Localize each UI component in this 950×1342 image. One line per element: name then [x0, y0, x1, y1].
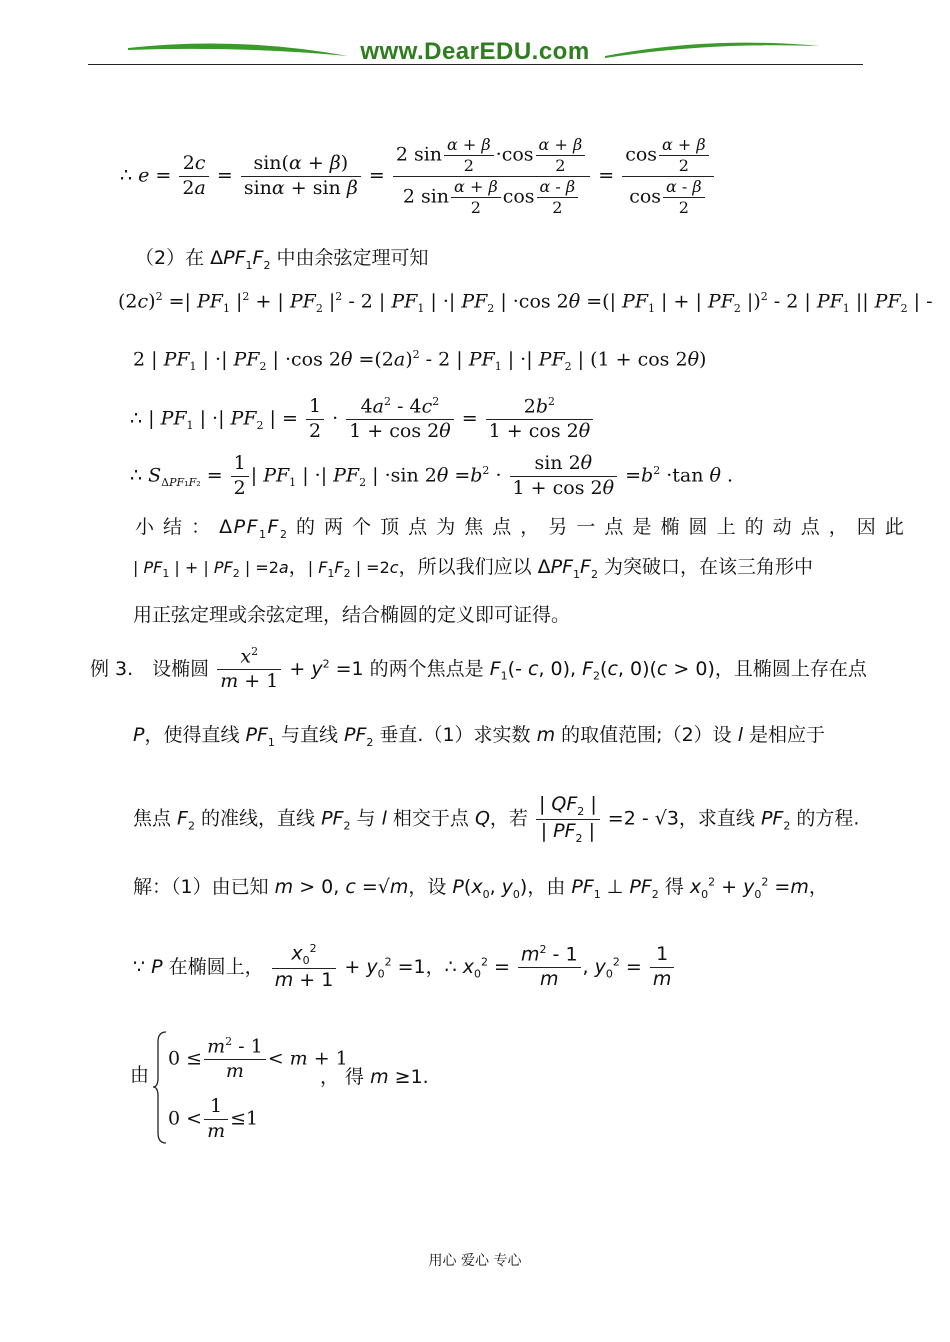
solution-line-3-label: 由 [130, 1064, 150, 1086]
header-logo[interactable]: www.DearEDU.com [360, 38, 590, 65]
equation-cosine-law-1: $(2c)^2$ =| $PF_1$ $|^2$ + | $PF_2$ $|^2 - 2$ | $PF_1$ | ·| $PF_2$ | ·cos 2θ =(| $PF_1$ | + | $PF_2$ |)$^2$ - 2 | $PF_1$ || $PF_2$ | - [118, 290, 933, 316]
solution-line-1: 解：（1）由已知 m > 0, c =√m，设 $P(x_0$, $y_0$)，由 $PF_1$ ⊥ $PF_2$ 得 $x_0^2 + y_0^2 =m$， [133, 875, 828, 901]
example-3-statement-2: P，使得直线 $PF_1$ 与直线 $PF_2$ 垂直.（1）求实数 m 的取值范围;（2）设 l 是相应于 [133, 724, 826, 749]
example-3-statement-1: 例 3. 设椭圆 $\frac{x^2}{m + 1}$ + $y^2 =1$ 的两个焦点是 $F_1(-$ c, 0), $F_2(c$, 0)(c > 0)，且椭圆上存在点 [90, 645, 867, 693]
system-brace [152, 1030, 168, 1145]
text-summary-1: 小 结 ： $\Delta PF_1F_2$ 的 两 个 顶 点 为 焦 点 ， 另 一 点 是 椭 圆 上 的 动 点 ， 因 此 [135, 516, 906, 541]
solution-line-2: ∵ P 在椭圆上， $\frac{x_0^2}{m + 1}$ + $y_0^2 =1$，∴ $x_0^2$ = $\frac{m^2 - 1}{m}$ , $y_0^2$ = $\frac{1}{m}$ [133, 942, 676, 993]
text-summary-3: 用正弦定理或余弦定理，结合椭圆的定义即可证得。 [133, 604, 571, 626]
system-row-2: 0 < $\frac{1}{m}$ ≤1 [168, 1095, 259, 1142]
text-cosine-law-intro: （2）在 $\Delta PF_1F_2$ 中由余弦定理可知 [135, 247, 429, 272]
header-right-swoosh [605, 34, 820, 64]
header-left-swoosh [128, 34, 348, 64]
equation-product-pf: ∴ | $PF_1$ | ·| $PF_2$ | = $\frac{1}{2}$ · $\frac{4a^2 - 4c^2}{1 + \cos 2\theta}$ = $\frac{2b^2}{1 + \cos 2\theta}$ [130, 395, 595, 444]
example-3-statement-3: 焦点 $F_2$ 的准线，直线 $PF_2$ 与 l 相交于点 Q，若 $\frac{| QF_2 |}{| PF_2 |}$ =2 - √3，求直线 $PF_2$ 的方程. [133, 793, 860, 845]
equation-eccentricity: ∴ e = $\frac{2c}{2a}$ = $\frac{\sin(\alpha + \beta)}{\text{sinα + sin β}}$ = 2 sin $\frac{\alpha + \beta}{2}$ ·cos $\frac{\alpha + \beta}{2}$ 2 sin $\frac{\alpha + \beta}{2}$ cos $\frac{\alpha - \beta}{2}$ = cos $\frac{\alpha + \beta}{2}$ cos $\frac{\alpha - \beta}{2}$ [120, 135, 716, 218]
equation-area: ∴ $S_{\Delta PF_1F_2}$ = $\frac{1}{2}$ | $PF_1$ | ·| $PF_2$ | ·sin $2\theta =b^2$ · $\frac{\sin 2\theta}{1 + \cos 2\theta}$ $=b^2 \cdot\tan$ θ . [130, 452, 734, 499]
text-summary-2: | $PF_1$ | + | $PF_2$ | =2a，| $F_1F_2$ | =2c，所以我们应以 $\Delta PF_1F_2$ 为突破口，在该三角形中 [133, 556, 813, 581]
system-row-1: 0 ≤ $\frac{m^2 - 1}{m}$ < m + 1 [168, 1035, 348, 1083]
system-conclusion: ， 得 m ≥1. [320, 1066, 429, 1088]
footer-text: 用心 爱心 专心 [428, 1253, 522, 1269]
header-rule [88, 64, 863, 65]
equation-cosine-law-2: 2 | $PF_1$ | ·| $PF_2$ | ·cos $2\theta =(2a)^2 - 2$ | $PF_1$ | ·| $PF_2$ | (1 + cos 2θ) [133, 348, 707, 374]
